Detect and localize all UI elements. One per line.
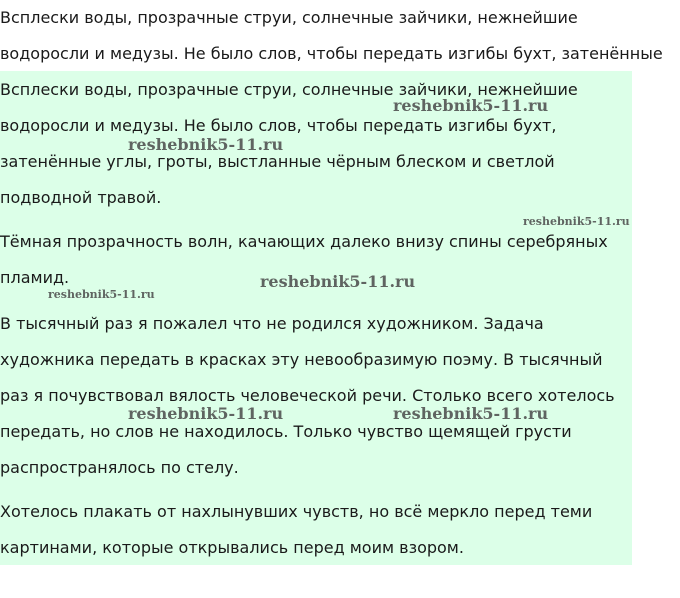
text-line: передать, но слов не находилось. Только чувство щемящей грусти (0, 422, 572, 441)
paragraph-3 (0, 306, 632, 486)
text-line: подводной травой. (0, 188, 162, 207)
text-line: картинами, которые открывались перед моим взором. (0, 538, 464, 557)
text-line: пламид. (0, 268, 70, 287)
watermark: reshebnik5-11.ru (128, 404, 284, 423)
text-line: художника передать в красках эту невообразимую поэму. В тысячный (0, 350, 603, 369)
watermark: reshebnik5-11.ru (128, 135, 284, 154)
paragraph-4 (0, 494, 632, 566)
intro-line: Всплески воды, прозрачные струи, солнечные зайчики, нежнейшие (0, 8, 578, 27)
text-line: распространялось по стелу. (0, 458, 239, 477)
text-line: водоросли и медузы. Не было слов, чтобы передать изгибы бухт, (0, 116, 557, 135)
text-line: раз я почувствовал вялость человеческой речи. Столько всего хотелось (0, 386, 615, 405)
text-line: Тёмная прозрачность волн, качающих далеко внизу спины серебряных (0, 232, 608, 251)
watermark: reshebnik5-11.ru (48, 288, 155, 301)
text-line: В тысячный раз я пожалел что не родился художником. Задача (0, 314, 544, 333)
intro-line: водоросли и медузы. Не было слов, чтобы передать изгибы бухт, затенённые (0, 44, 663, 63)
watermark: reshebnik5-11.ru (523, 215, 630, 228)
text-line: затенённые углы, гроты, выстланные чёрным блеском и светлой (0, 152, 555, 171)
watermark: reshebnik5-11.ru (393, 404, 549, 423)
watermark: reshebnik5-11.ru (393, 96, 549, 115)
paragraph-1 (0, 72, 632, 216)
watermark: reshebnik5-11.ru (260, 272, 416, 291)
text-line: Хотелось плакать от нахлынувших чувств, но всё меркло перед теми (0, 502, 593, 521)
text-line: Всплески воды, прозрачные струи, солнечные зайчики, нежнейшие (0, 80, 578, 99)
